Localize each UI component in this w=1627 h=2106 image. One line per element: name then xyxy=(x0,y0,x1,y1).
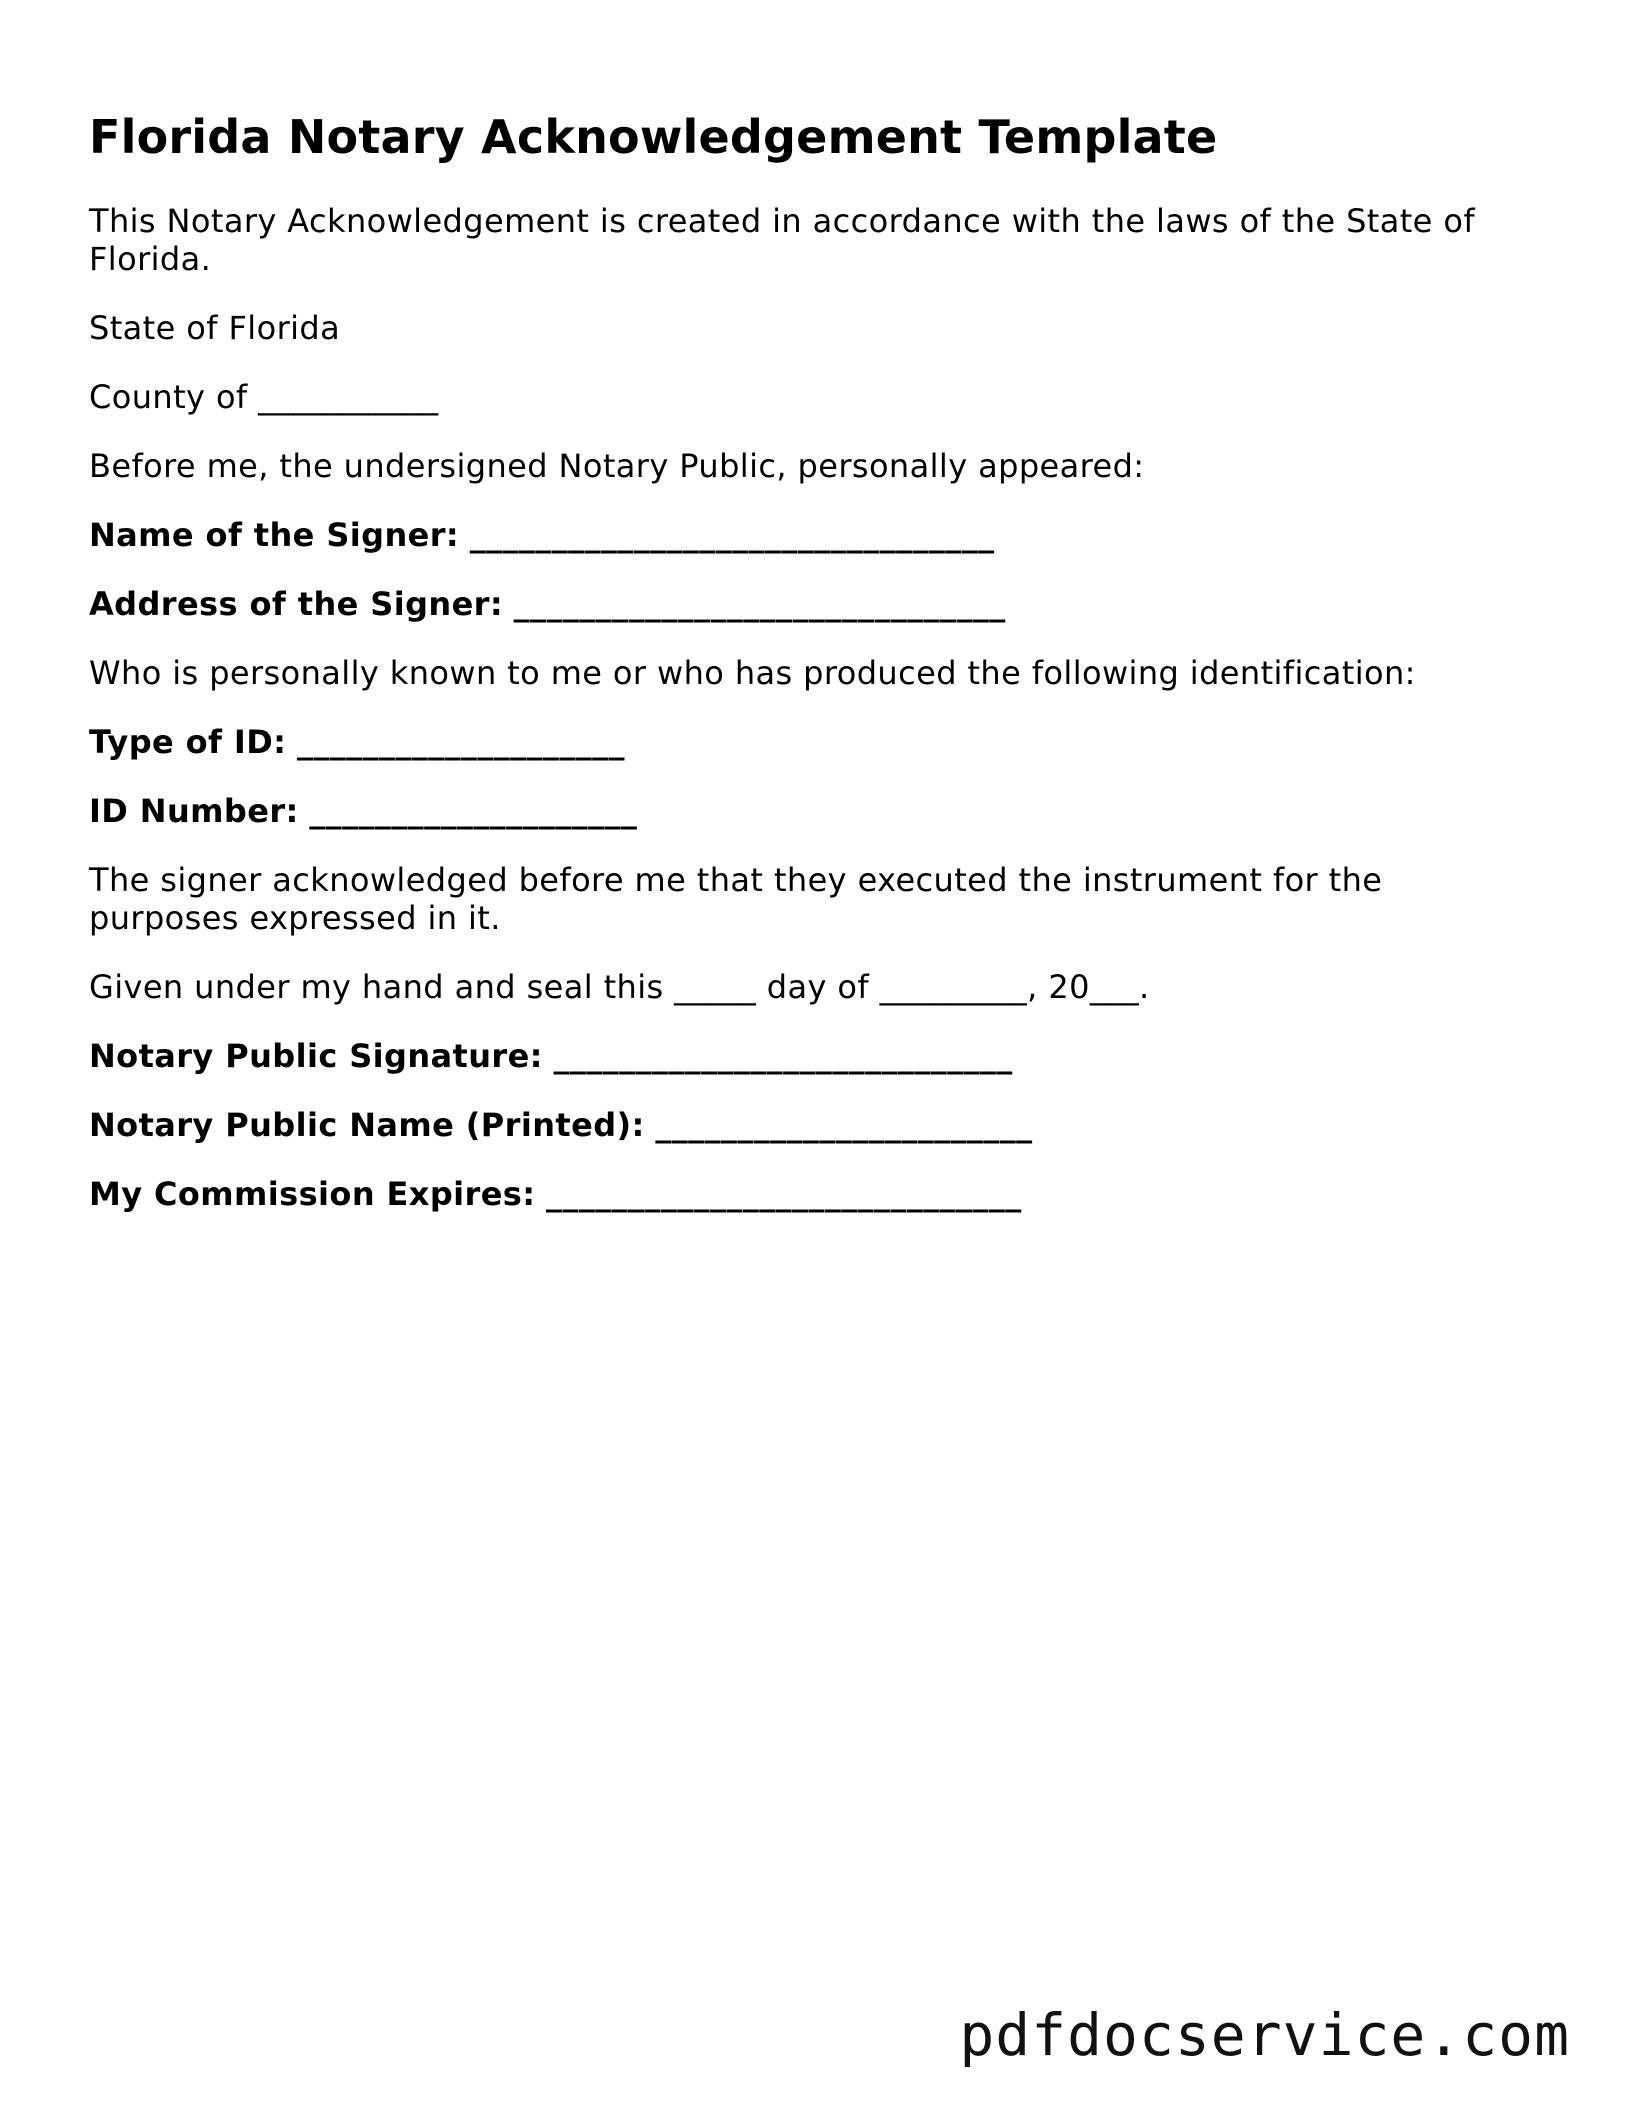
footer-watermark: pdfdocservice.com xyxy=(959,2001,1570,2069)
appeared-statement: Before me, the undersigned Notary Public, personally appeared: xyxy=(89,447,1145,485)
notary-signature-label: Notary Public Signature: xyxy=(89,1037,543,1075)
notary-name-label: Notary Public Name (Printed): xyxy=(89,1106,645,1144)
id-number-field xyxy=(89,792,1529,830)
commission-expires-field xyxy=(89,1175,1529,1213)
state-line: State of Florida xyxy=(89,309,341,347)
id-type-field xyxy=(89,723,1529,761)
given-under-hand-line: Given under my hand and seal this _____ day of _________, 20___. xyxy=(89,968,1150,1006)
signer-address-field xyxy=(89,585,1529,623)
signer-name-field xyxy=(89,516,1529,554)
intro-paragraph: This Notary Acknowledgement is created in accordance with the laws of the State of Florida. xyxy=(89,202,1475,278)
signer-name-label: Name of the Signer: xyxy=(89,516,460,554)
signer-address-blank: ______________________________ xyxy=(513,585,1006,623)
identification-statement: Who is personally known to me or who has produced the following identification: xyxy=(89,654,1416,692)
signer-name-blank: ________________________________ xyxy=(469,516,995,554)
acknowledgement-statement: The signer acknowledged before me that they executed the instrument for the purposes expressed in it. xyxy=(89,861,1383,937)
commission-expires-label: My Commission Expires: xyxy=(89,1175,536,1213)
commission-expires-blank: _____________________________ xyxy=(546,1175,1022,1213)
notary-signature-blank: ____________________________ xyxy=(553,1037,1013,1075)
id-number-label: ID Number: xyxy=(89,792,299,830)
notary-name-field xyxy=(89,1106,1529,1144)
id-type-blank: ____________________ xyxy=(296,723,625,761)
notary-name-blank: _______________________ xyxy=(655,1106,1033,1144)
document-page xyxy=(89,108,1529,1244)
county-line: County of ___________ xyxy=(89,378,439,416)
id-type-label: Type of ID: xyxy=(89,723,287,761)
notary-signature-field xyxy=(89,1037,1529,1075)
document-title: Florida Notary Acknowledgement Template xyxy=(89,110,1218,164)
signer-address-label: Address of the Signer: xyxy=(89,585,504,623)
id-number-blank: ____________________ xyxy=(309,792,638,830)
